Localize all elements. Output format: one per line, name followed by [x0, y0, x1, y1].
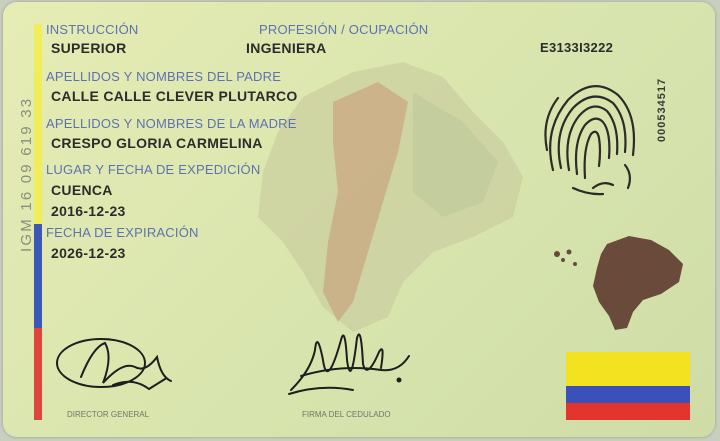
issue-place: CUENCA — [51, 182, 113, 198]
holder-signature-icon — [281, 320, 416, 402]
mother-name-label: APELLIDOS Y NOMBRES DE LA MADRE — [46, 116, 297, 131]
expiration-label: FECHA DE EXPIRACIÓN — [46, 225, 199, 240]
flag-stripe-red — [34, 328, 42, 420]
id-card-back — [3, 2, 715, 437]
issue-label: LUGAR Y FECHA DE EXPEDICIÓN — [46, 162, 261, 177]
document-code: E3133I3222 — [540, 40, 614, 55]
profession-label: PROFESIÓN / OCUPACIÓN — [259, 22, 429, 37]
ecuador-flag — [566, 352, 690, 420]
flag-stripe-blue — [34, 224, 42, 328]
fingerprint-icon — [533, 70, 648, 202]
director-signature-icon — [53, 327, 183, 402]
profession-value: INGENIERA — [246, 40, 327, 56]
director-label: DIRECTOR GENERAL — [67, 410, 150, 419]
instruction-value: SUPERIOR — [51, 40, 127, 56]
flag-stripe-yellow — [34, 24, 42, 224]
serial-number: 000534517 — [656, 77, 668, 142]
mother-name-value: CRESPO GLORIA CARMELINA — [51, 135, 263, 151]
issue-date: 2016-12-23 — [51, 203, 126, 219]
flag-red-band — [566, 403, 690, 420]
instruction-label: INSTRUCCIÓN — [46, 22, 139, 37]
father-name-label: APELLIDOS Y NOMBRES DEL PADRE — [46, 69, 282, 84]
signature-label: FIRMA DEL CEDULADO — [302, 410, 391, 419]
flag-yellow-band — [566, 352, 690, 386]
father-name-value: CALLE CALLE CLEVER PLUTARCO — [51, 88, 298, 104]
flag-blue-band — [566, 386, 690, 403]
expiration-date: 2026-12-23 — [51, 245, 126, 261]
vertical-code: IGM 16 09 619 33 — [18, 96, 35, 252]
ecuador-map-icon — [551, 232, 691, 332]
